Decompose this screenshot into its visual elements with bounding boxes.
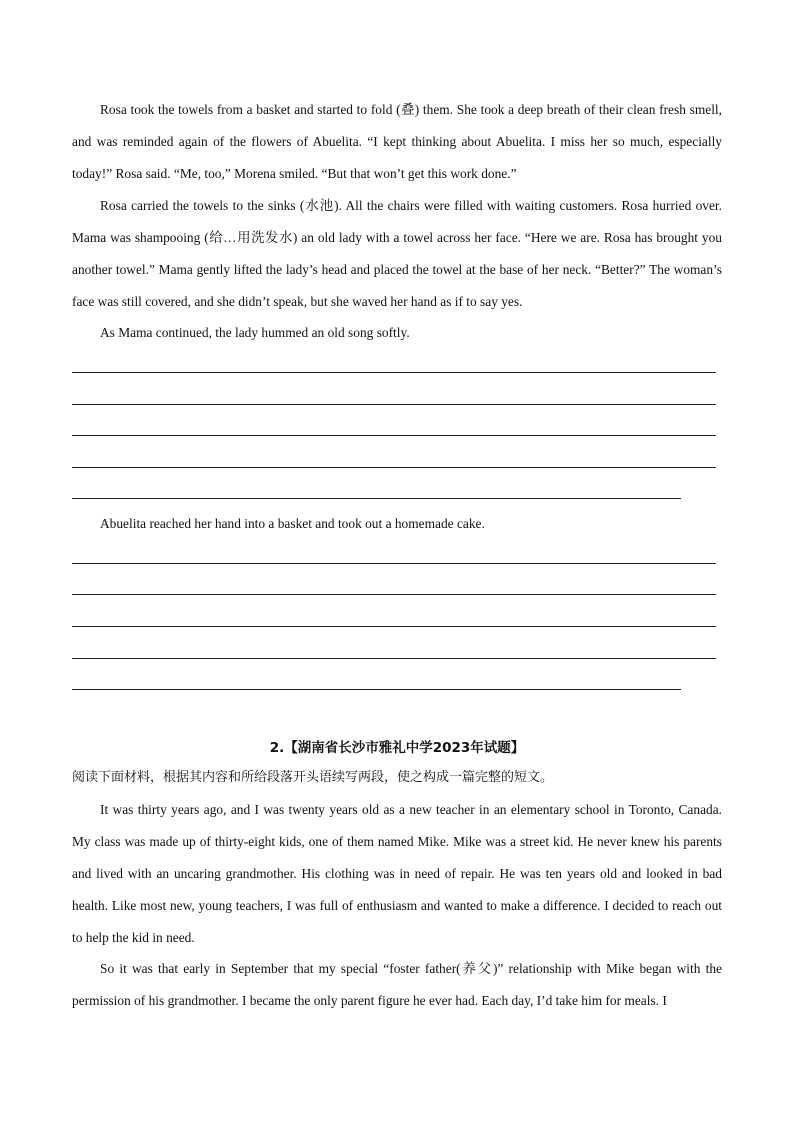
passage1-paragraph-2: Rosa carried the towels to the sinks (水池). All the chairs were filled with waiting customers. Rosa hurried over. Mama was shampooing (给…用洗发水) an old lady with a towel across her face. “Here we are. Rosa has brought you another towel.” Mama gently lifted the lady’s head and placed the towel at the base of her neck. “Better?” The woman’s face was still covered, and she didn’t speak, but she waved her hand as if to say yes. [72,198,722,309]
answer-line[interactable] [72,372,716,373]
answer-line[interactable] [72,435,716,436]
answer-line[interactable] [72,594,716,595]
passage1-second-opening: Abuelita reached her hand into a basket and took out a homemade cake. [100,516,485,531]
answer-line[interactable] [72,626,716,627]
passage1-paragraph-1: Rosa took the towels from a basket and started to fold (叠) them. She took a deep breath of their clean fresh smell, and was reminded again of the flowers of Abuelita. “I kept thinking about Abuelita. I miss her so much, especially today!” Rosa said. “Me, too,” Morena smiled. “But that won’t get this work done.” [72,102,722,181]
question2-paragraph-2: So it was that early in September that my special “foster father(养父)” relationship with Mike began with the permission of his grandmother. I became the only parent figure he ever had. Each day, I’d take him for meals. I [72,961,722,1008]
question2-instruction: 阅读下面材料，根据其内容和所给段落开头语续写两段，使之构成一篇完整的短文。 [72,770,554,785]
answer-line[interactable] [72,498,681,499]
question2-paragraph-1: It was thirty years ago, and I was twenty years old as a new teacher in an elementary school in Toronto, Canada. My class was made up of thirty-eight kids, one of them named Mike. Mike was a street kid. He never knew his parents and lived with an uncaring grandmother. His clothing was in need of repair. He was ten years old and looked in bad health. Like most new, young teachers, I was full of enthusiasm and wanted to make a difference. I decided to reach out to help the kid in need. [72,802,722,945]
answer-line[interactable] [72,404,716,405]
answer-line[interactable] [72,467,716,468]
answer-line[interactable] [72,689,681,690]
passage1-paragraph-3: As Mama continued, the lady hummed an old song softly. [100,325,410,340]
answer-line[interactable] [72,563,716,564]
answer-line[interactable] [72,658,716,659]
question2-heading: 2.【湖南省长沙市雅礼中学2023年试题】 [269,740,525,756]
